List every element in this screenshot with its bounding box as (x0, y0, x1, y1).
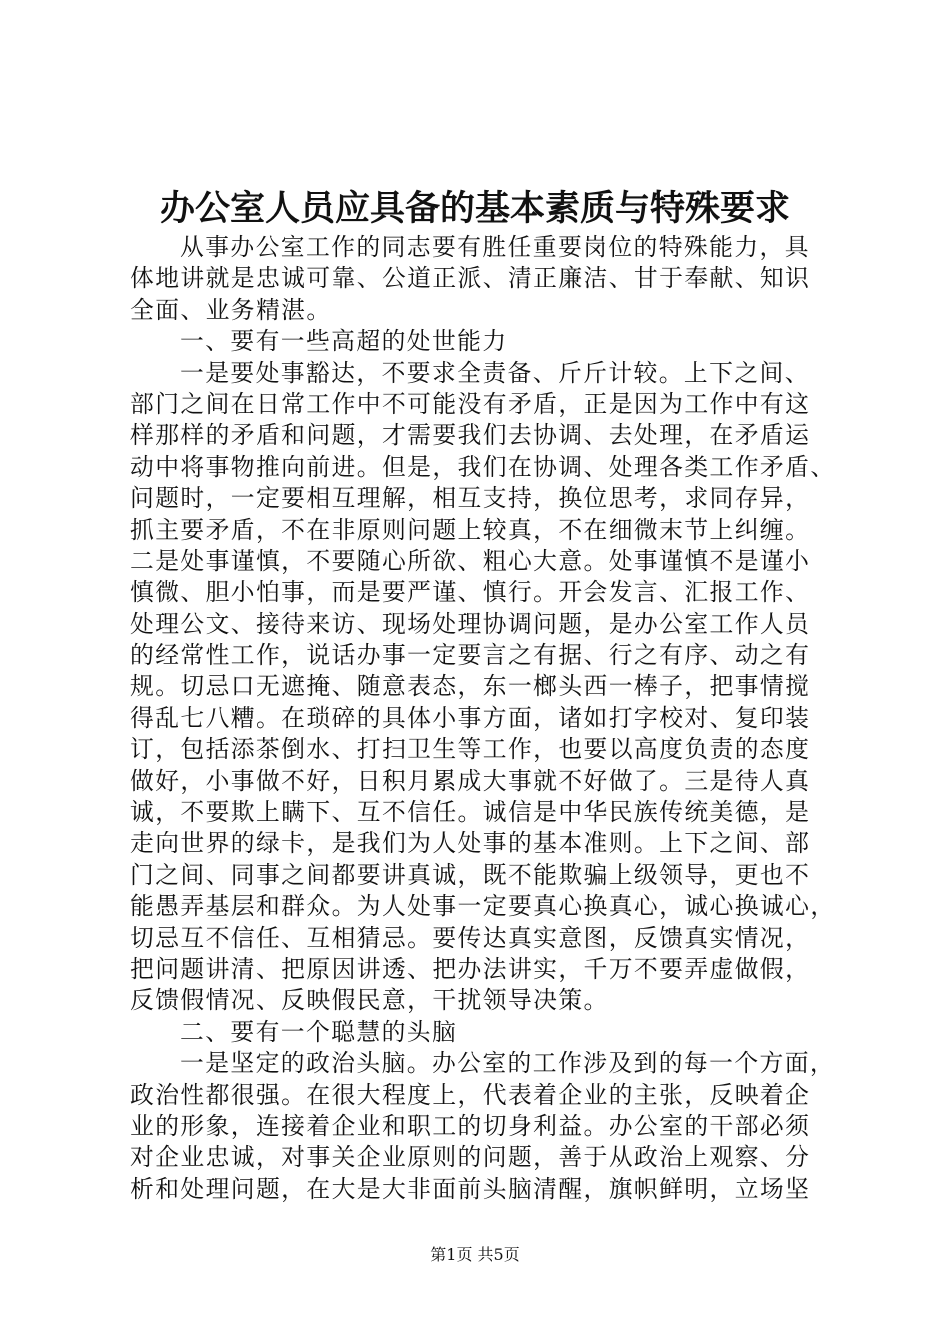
page-footer: 第1页 共5页 (430, 1245, 520, 1264)
body-line: 诚，不要欺上瞒下、互不信任。诚信是中华民族传统美德，是 (130, 798, 811, 827)
body-line: 政治性都很强。在很大程度上，代表着企业的主张，反映着企 (130, 1080, 811, 1109)
body-line: 门之间、同事之间都要讲真诚，既不能欺骗上级领导，更也不 (130, 860, 811, 889)
body-line: 对企业忠诚，对事关企业原则的问题，善于从政治上观察、分 (130, 1143, 811, 1172)
body-line: 一、要有一些高超的处世能力 (180, 327, 508, 356)
body-line: 全面、业务精湛。 (130, 295, 332, 324)
body-line: 规。切忌口无遮掩、随意表态，东一榔头西一棒子，把事情搅 (130, 672, 811, 701)
body-line: 一是要处事豁达，不要求全责备、斤斤计较。上下之间、 (180, 358, 810, 387)
body-line: 体地讲就是忠诚可靠、公道正派、清正廉洁、甘于奉献、知识 (130, 264, 811, 293)
body-line: 把问题讲清、把原因讲透、把办法讲实，千万不要弄虚做假， (130, 954, 811, 983)
body-line: 慎微、胆小怕事，而是要严谨、慎行。开会发言、汇报工作、 (130, 578, 811, 607)
body-line: 一是坚定的政治头脑。办公室的工作涉及到的每一个方面， (180, 1049, 836, 1078)
body-line: 析和处理问题，在大是大非面前头脑清醒，旗帜鲜明，立场坚 (130, 1174, 811, 1203)
body-line: 能愚弄基层和群众。为人处事一定要真心换真心，诚心换诚心， (130, 892, 836, 921)
body-line: 样那样的矛盾和问题，才需要我们去协调、去处理，在矛盾运 (130, 421, 811, 450)
body-line: 动中将事物推向前进。但是，我们在协调、处理各类工作矛盾、 (130, 452, 836, 481)
document-title: 办公室人员应具备的基本素质与特殊要求 (159, 188, 790, 229)
body-line: 切忌互不信任、互相猜忌。要传达真实意图，反馈真实情况， (130, 923, 811, 952)
body-line: 走向世界的绿卡，是我们为人处事的基本准则。上下之间、部 (130, 829, 811, 858)
body-line: 从事办公室工作的同志要有胜任重要岗位的特殊能力，具 (180, 233, 810, 261)
document-body (130, 232, 836, 1205)
body-line: 得乱七八糟。在琐碎的具体小事方面，诸如打字校对、复印装 (130, 703, 811, 732)
body-line: 业的形象，连接着企业和职工的切身利益。办公室的干部必须 (130, 1111, 811, 1140)
body-line: 部门之间在日常工作中不可能没有矛盾，正是因为工作中有这 (130, 389, 811, 418)
body-line: 二是处事谨慎，不要随心所欲、粗心大意。处事谨慎不是谨小 (130, 546, 811, 575)
body-line: 的经常性工作，说话办事一定要言之有据、行之有序、动之有 (130, 641, 811, 670)
body-line: 处理公文、接待来访、现场处理协调问题，是办公室工作人员 (130, 609, 811, 638)
body-line: 抓主要矛盾，不在非原则问题上较真，不在细微末节上纠缠。 (130, 515, 811, 544)
body-line: 二、要有一个聪慧的头脑 (180, 1017, 458, 1046)
body-line: 问题时，一定要相互理解，相互支持，换位思考，求同存异， (130, 484, 811, 513)
body-line: 做好，小事做不好，日积月累成大事就不好做了。三是待人真 (130, 766, 811, 795)
body-line: 反馈假情况、反映假民意，干扰领导决策。 (130, 986, 609, 1015)
body-line: 订，包括添茶倒水、打扫卫生等工作，也要以高度负责的态度 (130, 735, 811, 764)
